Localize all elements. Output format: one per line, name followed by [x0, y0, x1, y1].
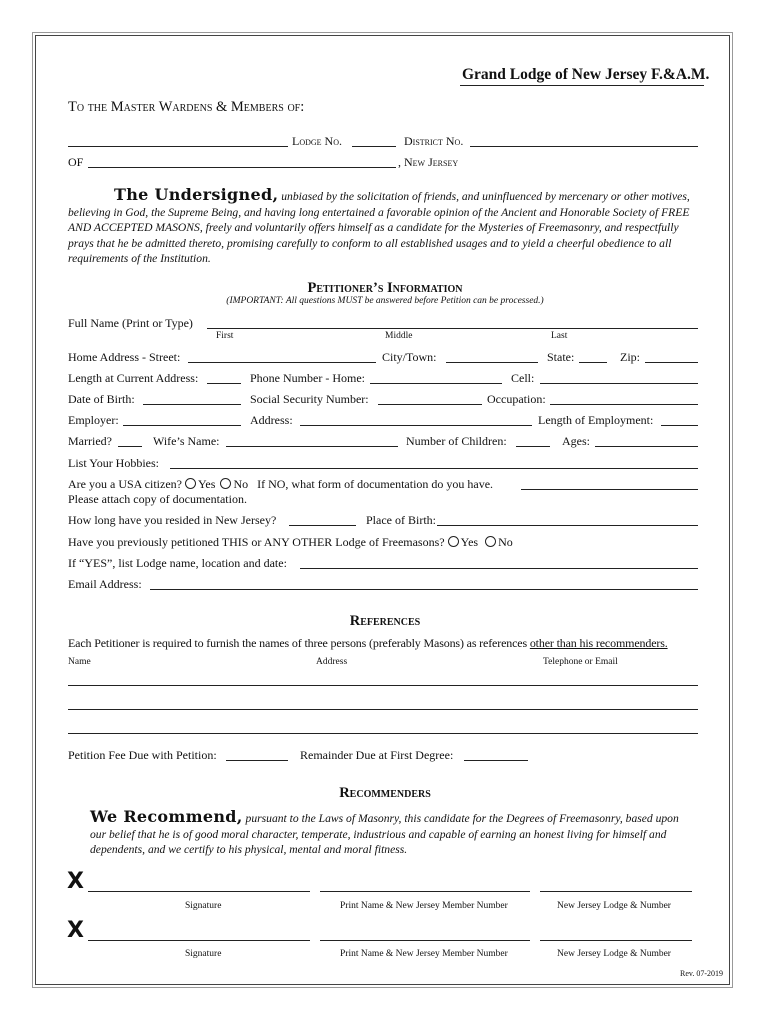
phone-home-line[interactable] [370, 383, 502, 384]
references-instruction [68, 636, 668, 651]
employer-address-label: Address: [250, 413, 293, 427]
ages-label: Ages: [562, 434, 590, 448]
signature-label-2: Signature [185, 949, 222, 959]
district-no-line[interactable] [470, 146, 698, 147]
x-mark-1: X [67, 869, 84, 894]
lodge-name-line[interactable] [68, 146, 288, 147]
cell-label: Cell: [511, 371, 535, 385]
employer-address-line[interactable] [300, 425, 532, 426]
if-yes-line[interactable] [300, 568, 698, 569]
signature-label-1: Signature [185, 901, 222, 911]
dob-line[interactable] [143, 404, 241, 405]
married-label: Married? [68, 434, 112, 448]
remainder-line[interactable] [464, 760, 528, 761]
previous-no-radio[interactable] [485, 536, 496, 547]
citizen-yes-radio[interactable] [185, 478, 196, 489]
ssn-line[interactable] [378, 404, 482, 405]
recommend-paragraph [90, 809, 694, 858]
documentation-line[interactable] [521, 489, 698, 490]
children-label: Number of Children: [406, 434, 507, 448]
print-name-label-1: Print Name & New Jersey Member Number [340, 901, 508, 911]
ref-col-address: Address [316, 657, 348, 667]
grand-lodge-title: Grand Lodge of New Jersey F.&A.M. [462, 66, 710, 83]
employer-label: Employer: [68, 413, 119, 427]
wife-name-label: Wife’s Name: [153, 434, 220, 448]
x-mark-2: X [67, 918, 84, 943]
of-line[interactable] [88, 167, 396, 168]
signature-line-2[interactable] [88, 940, 310, 941]
lodge-number-label-2: New Jersey Lodge & Number [557, 949, 671, 959]
length-employment-line[interactable] [661, 425, 698, 426]
intro-text: unbiased by the solicitation of friends, and uninfluenced by mercenary or other motives, believing in God, the Supreme Being, and having long entertained a favorable opinion of the Ancient and Honorable Society of FREE AND ACCEPTED MASONS, freely and voluntarily offers himself as a candidate for the Mysteries of Freemasonry, and respectfully prays that he be admitted thereto, promising carefully to conform to all established usages and to yield a cheerful obedience to all requirements of the Institution. [68, 190, 690, 265]
ssn-label: Social Security Number: [250, 392, 369, 406]
ref-col-contact: Telephone or Email [543, 657, 618, 667]
dob-label: Date of Birth: [68, 392, 135, 406]
citizen-yes-label: Yes [197, 477, 216, 491]
if-no-label: If NO, what form of documentation do you have. [257, 477, 494, 491]
lodge-no-label: Lodge No. [292, 134, 342, 148]
state-label: State: [547, 350, 575, 364]
email-line[interactable] [150, 589, 698, 590]
last-sublabel: Last [551, 331, 568, 341]
reference-line-2[interactable] [68, 709, 698, 710]
petition-fee-line[interactable] [226, 760, 288, 761]
title-underline [460, 85, 704, 86]
references-heading: References [349, 613, 421, 629]
length-employment-label: Length of Employment: [538, 413, 654, 427]
revision-label: Rev. 07-2019 [680, 969, 724, 978]
reference-line-1[interactable] [68, 685, 698, 686]
of-label: OF [68, 155, 84, 169]
print-name-label-2: Print Name & New Jersey Member Number [340, 949, 508, 959]
employer-line[interactable] [123, 425, 241, 426]
references-instruction-text: Each Petitioner is required to furnish the names of three persons (preferably Masons) as references [68, 636, 530, 650]
occupation-label: Occupation: [487, 392, 546, 406]
state-line[interactable] [579, 362, 607, 363]
lodge-number-label-1: New Jersey Lodge & Number [557, 901, 671, 911]
citizen-no-radio[interactable] [220, 478, 231, 489]
resided-line[interactable] [289, 525, 356, 526]
children-line[interactable] [516, 446, 550, 447]
length-address-label: Length at Current Address: [68, 371, 199, 385]
print-name-line-2[interactable] [320, 940, 530, 941]
previous-yes-radio[interactable] [448, 536, 459, 547]
print-name-line-1[interactable] [320, 891, 530, 892]
email-label: Email Address: [68, 577, 142, 591]
intro-paragraph [68, 187, 700, 267]
recommenders-heading: Recommenders [339, 785, 431, 801]
resided-label: How long have you resided in New Jersey? [68, 513, 277, 527]
ages-line[interactable] [595, 446, 698, 447]
hobbies-line[interactable] [170, 468, 698, 469]
citizen-no-label: No [233, 477, 249, 491]
if-yes-label: If “YES”, list Lodge name, location and date: [68, 556, 287, 570]
hobbies-label: List Your Hobbies: [68, 456, 160, 470]
petitioner-heading: Petitioner’s Information [307, 280, 463, 296]
city-line[interactable] [446, 362, 538, 363]
signature-line-1[interactable] [88, 891, 310, 892]
to-line: To the Master Wardens & Members of: [68, 99, 305, 115]
home-address-label: Home Address - Street: [68, 350, 181, 364]
previously-label: Have you previously petitioned THIS or ANY OTHER Lodge of Freemasons? [68, 535, 445, 549]
length-address-line[interactable] [207, 383, 241, 384]
full-name-line[interactable] [207, 328, 698, 329]
reference-line-3[interactable] [68, 733, 698, 734]
first-sublabel: First [216, 331, 234, 341]
references-instruction-underlined: other than his recommenders. [529, 636, 668, 650]
occupation-line[interactable] [550, 404, 698, 405]
zip-label: Zip: [620, 350, 640, 364]
recommend-text: pursuant to the Laws of Masonry, this candidate for the Degrees of Freemasonry, based upon our belief that he is of good moral character, temperate, industrious and capable of earning an honest living for himself and dependents, and we certify to his physical, mental and moral fitness. [90, 812, 679, 856]
ref-col-name: Name [68, 657, 91, 667]
petition-fee-label: Petition Fee Due with Petition: [68, 748, 217, 762]
previous-yes-label: Yes [460, 535, 479, 549]
married-line[interactable] [118, 446, 142, 447]
birth-place-label: Place of Birth: [366, 513, 436, 527]
previous-no-label: No [498, 535, 513, 549]
district-no-label: District No. [404, 134, 464, 148]
city-label: City/Town: [382, 350, 437, 364]
street-line[interactable] [188, 362, 376, 363]
remainder-label: Remainder Due at First Degree: [300, 748, 454, 762]
birth-place-line[interactable] [437, 525, 698, 526]
phone-home-label: Phone Number - Home: [250, 371, 365, 385]
usa-citizen-label: Are you a USA citizen? [68, 477, 182, 491]
lodge-number-line-2[interactable] [540, 940, 692, 941]
previously-row [68, 535, 513, 550]
undersigned-lead: The Undersigned, [114, 185, 279, 204]
petitioner-note: (IMPORTANT: All questions MUST be answered before Petition can be processed.) [226, 296, 544, 306]
wife-name-line[interactable] [226, 446, 398, 447]
new-jersey-label: , New Jersey [398, 155, 459, 169]
usa-citizen-row [68, 477, 493, 492]
recommend-lead: We Recommend, [90, 807, 243, 826]
middle-sublabel: Middle [385, 331, 413, 341]
lodge-no-line[interactable] [352, 146, 396, 147]
zip-line[interactable] [645, 362, 698, 363]
full-name-label: Full Name (Print or Type) [68, 316, 193, 330]
attach-note: Please attach copy of documentation. [68, 492, 247, 506]
lodge-number-line-1[interactable] [540, 891, 692, 892]
cell-line[interactable] [540, 383, 698, 384]
